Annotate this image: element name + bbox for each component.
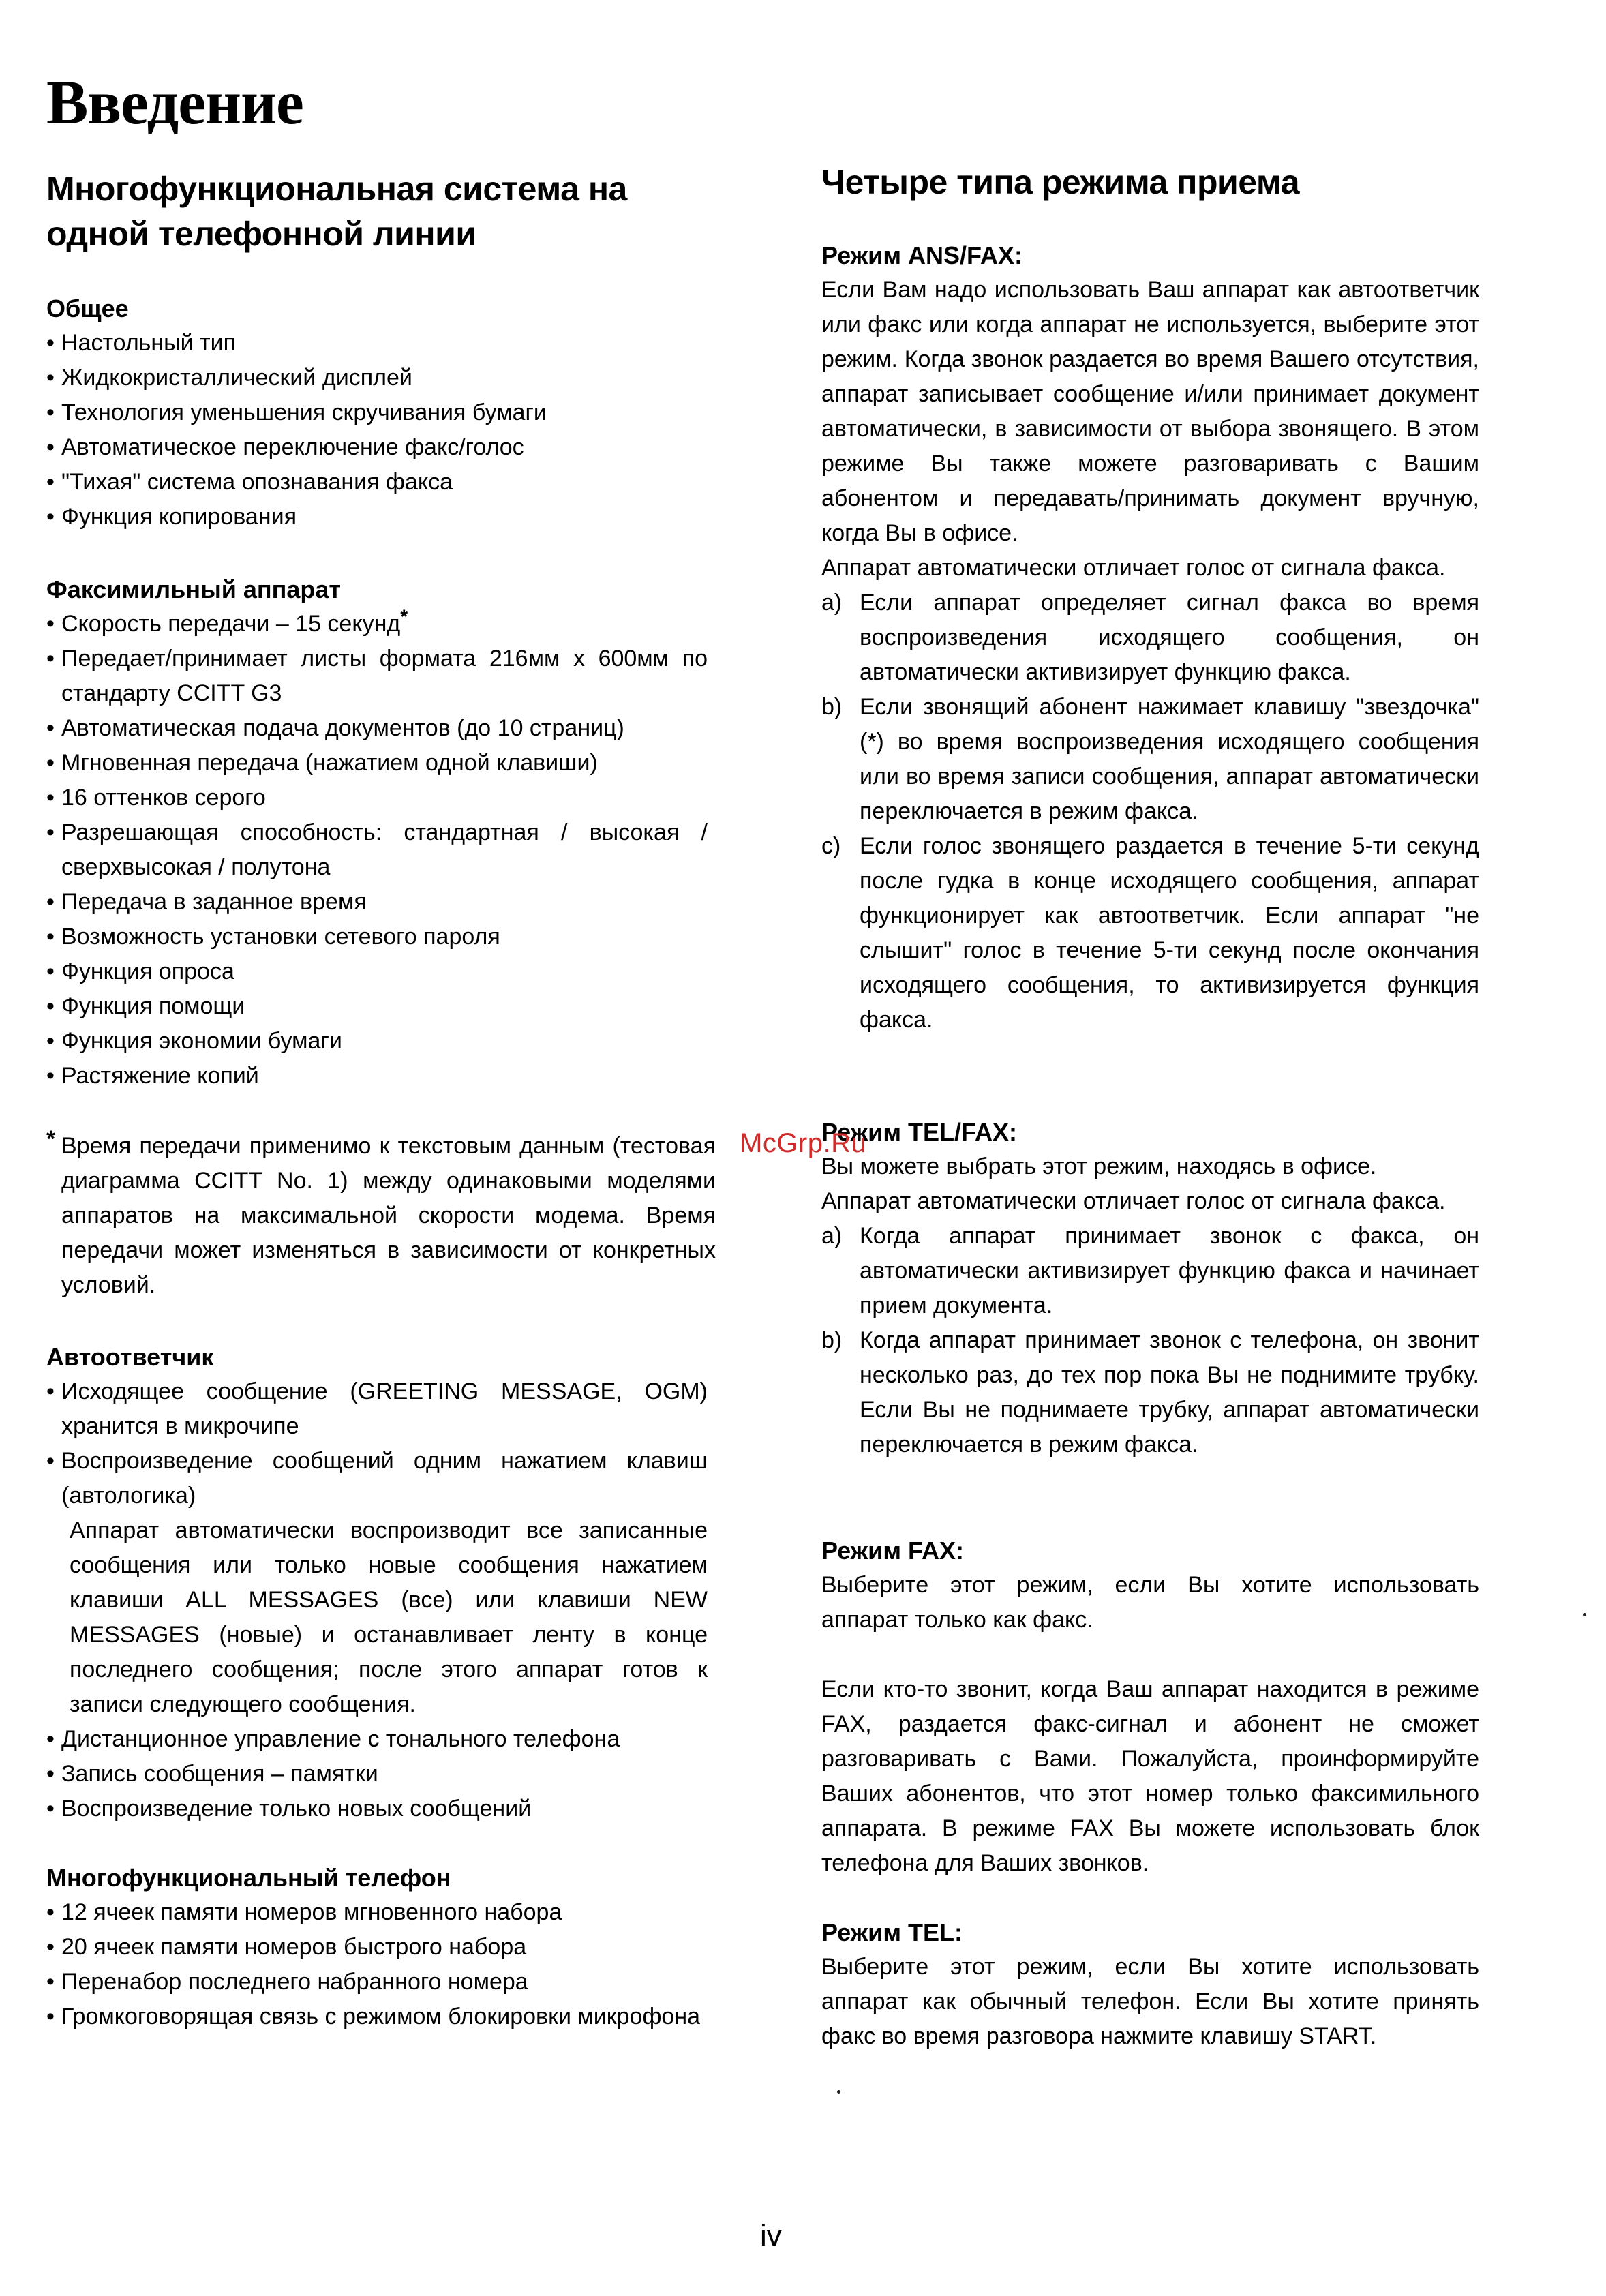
list-item: • Настольный тип — [46, 326, 708, 361]
list-marker: a) — [821, 1223, 843, 1249]
ans-fax-section — [821, 239, 1479, 1038]
fax-mode-text: Выберите этот режим, если Вы хотите использовать аппарат только как факс. — [821, 1572, 1479, 1633]
page-title: Введение — [46, 67, 303, 137]
list-item: • Исходящее сообщение (GREETING MESSAGE, OGM) хранится в микрочипе — [46, 1374, 708, 1444]
list-item: a) Если аппарат определяет сигнал факса во время воспроизведения исходящего сообщения, он автоматически активизирует функцию факса. — [821, 586, 1479, 690]
list-marker: a) — [821, 590, 843, 616]
tel-mode-text: Выберите этот режим, если Вы хотите использовать аппарат как обычный телефон. Если Вы хотите принять факс во время разговора нажмите клавишу START. — [821, 1954, 1479, 2049]
right-heading: Четыре типа режима приема — [821, 163, 1300, 201]
list-item: • Воспроизведение только новых сообщений — [46, 1792, 708, 1826]
list-item: • Автоматическое переключение факс/голос — [46, 430, 708, 465]
list-item: • Растяжение копий — [46, 1059, 708, 1093]
list-item: • 16 оттенков серого — [46, 781, 708, 815]
tel-mode-title: Режим TEL: — [821, 1918, 963, 1946]
general-list — [46, 326, 708, 534]
footnote — [46, 1126, 716, 1303]
footnote-star: * — [46, 1126, 56, 1152]
fax-mode-section — [821, 1534, 1479, 1881]
list-item: c) Если голос звонящего раздается в течение 5-ти секунд после гудка в конце исходящего сообщения, аппарат функционирует как автоответчик. Если аппарат "не слышит" голос в течение 5-ти секунд после окончания исходящего сообщения, то активизируется функция факса. — [821, 829, 1479, 1038]
fax-title: Факсимильный аппарат — [46, 575, 341, 603]
list-item: b) Если звонящий абонент нажимает клавишу "звездочка" (*) во время воспроизведения исходящего сообщения или во время записи сообщения, аппарат автоматически переключается в режим факса. — [821, 690, 1479, 829]
tel-fax-text2: Аппарат автоматически отличает голос от сигнала факса. — [821, 1188, 1446, 1214]
list-item: • Функция экономии бумаги — [46, 1024, 708, 1059]
phone-list — [46, 1895, 708, 2034]
list-item: • Технология уменьшения скручивания бумаги — [46, 395, 708, 430]
general-section — [46, 292, 708, 534]
list-item: • Мгновенная передача (нажатием одной клавиши) — [46, 746, 708, 781]
scan-speck — [837, 2090, 840, 2094]
ans-fax-title: Режим ANS/FAX: — [821, 241, 1022, 269]
list-marker: c) — [821, 833, 841, 859]
fax-list — [46, 607, 708, 1093]
list-item: • Передает/принимает листы формата 216мм x 600мм по стандарту CCITT G3 — [46, 641, 708, 711]
playback-note: Аппарат автоматически воспроизводит все записанные сообщения или только новые сообщения нажатием клавиши ALL MESSAGES (все) или клавиши NEW MESSAGES (новые) и останавливает ленту в конце последнего сообщения; после этого аппарат готов к записи следующего сообщения. — [70, 1517, 708, 1717]
list-item: a) Когда аппарат принимает звонок с факса, он автоматически активизирует функцию факса и начинает прием документа. — [821, 1219, 1479, 1323]
fax-mode-title: Режим FAX: — [821, 1537, 964, 1565]
ans-fax-text2: Аппарат автоматически отличает голос от сигнала факса. — [821, 555, 1446, 581]
list-item: • Функция помощи — [46, 989, 708, 1024]
list-item: • Разрешающая способность: стандартная / высокая / сверхвысокая / полутона — [46, 815, 708, 885]
answering-list — [46, 1374, 708, 1513]
list-item: • Возможность установки сетевого пароля — [46, 920, 708, 954]
list-item: • 20 ячеек памяти номеров быстрого набора — [46, 1930, 708, 1965]
list-item: • Воспроизведение сообщений одним нажатием клавиш (автологика) — [46, 1444, 708, 1513]
page-number: iv — [760, 2219, 782, 2252]
list-marker: b) — [821, 1327, 843, 1353]
phone-title: Многофункциональный телефон — [46, 1864, 451, 1892]
phone-section — [46, 1861, 708, 2034]
list-item: • Автоматическая подача документов (до 10 страниц) — [46, 711, 708, 746]
ans-fax-list — [821, 586, 1479, 1038]
list-item: • "Тихая" система опознавания факса — [46, 465, 708, 500]
list-marker: b) — [821, 694, 843, 720]
general-title: Общее — [46, 294, 129, 322]
list-item: • Функция копирования — [46, 500, 708, 534]
answering-list-2 — [46, 1722, 708, 1826]
tel-fax-text: Вы можете выбрать этот режим, находясь в офисе. — [821, 1153, 1377, 1179]
list-item: • Дистанционное управление с тонального телефона — [46, 1722, 708, 1757]
list-item: • Передача в заданное время — [46, 885, 708, 920]
tel-fax-list — [821, 1219, 1479, 1462]
list-item: b) Когда аппарат принимает звонок с телефона, он звонит несколько раз, до тех пор пока Вы не поднимите трубку. Если Вы не поднимаете трубку, аппарат автоматически переключается в режим факса. — [821, 1323, 1479, 1462]
list-item: • 12 ячеек памяти номеров мгновенного набора — [46, 1895, 708, 1930]
tel-fax-title: Режим TEL/FAX: — [821, 1118, 1017, 1146]
scan-speck — [1583, 1613, 1586, 1616]
answering-section — [46, 1340, 708, 1826]
fax-section — [46, 573, 708, 1093]
list-item: • Перенабор последнего набранного номера — [46, 1965, 708, 1999]
fax-mode-text2: Если кто-то звонит, когда Ваш аппарат находится в режиме FAX, раздается факс-сигнал и абонент не сможет разговаривать с Вами. Пожалуйста, проинформируйте Ваших абонентов, что этот номер только факсимильного аппарата. В режиме FAX Вы можете использовать блок телефона для Ваших звонков. — [821, 1676, 1479, 1876]
list-item: • Громкоговорящая связь с режимом блокировки микрофона — [46, 1999, 708, 2034]
list-item: • Жидкокристаллический дисплей — [46, 361, 708, 395]
list-item: • Скорость передачи – 15 секунд* — [46, 607, 708, 641]
tel-mode-section — [821, 1916, 1479, 2054]
left-heading: Многофункциональная система на одной телефонной линии — [46, 170, 627, 253]
footnote-ref: * — [400, 605, 408, 627]
tel-fax-section — [821, 1115, 1479, 1462]
footnote-text: Время передачи применимо к текстовым данным (тестовая диаграмма CCITT No. 1) между одинаковыми моделями аппаратов на максимальной скорости модема. Время передачи может изменяться в зависимости от конкретных условий. — [61, 1133, 716, 1298]
list-item: • Функция опроса — [46, 954, 708, 989]
answering-title: Автоответчик — [46, 1343, 214, 1371]
watermark: McGrp.Ru — [740, 1128, 867, 1158]
list-item: • Запись сообщения – памятки — [46, 1757, 708, 1792]
ans-fax-text: Если Вам надо использовать Ваш аппарат как автоответчик или факс или когда аппарат не используется, выберите этот режим. Когда звонок раздается во время Вашего отсутствия, аппарат записывает сообщение и/или принимает документ автоматически, в зависимости от выбора звонящего. В этом режиме Вы также можете разговаривать с Вашим абонентом и передавать/принимать документ вручную, когда Вы в офисе. — [821, 277, 1479, 546]
